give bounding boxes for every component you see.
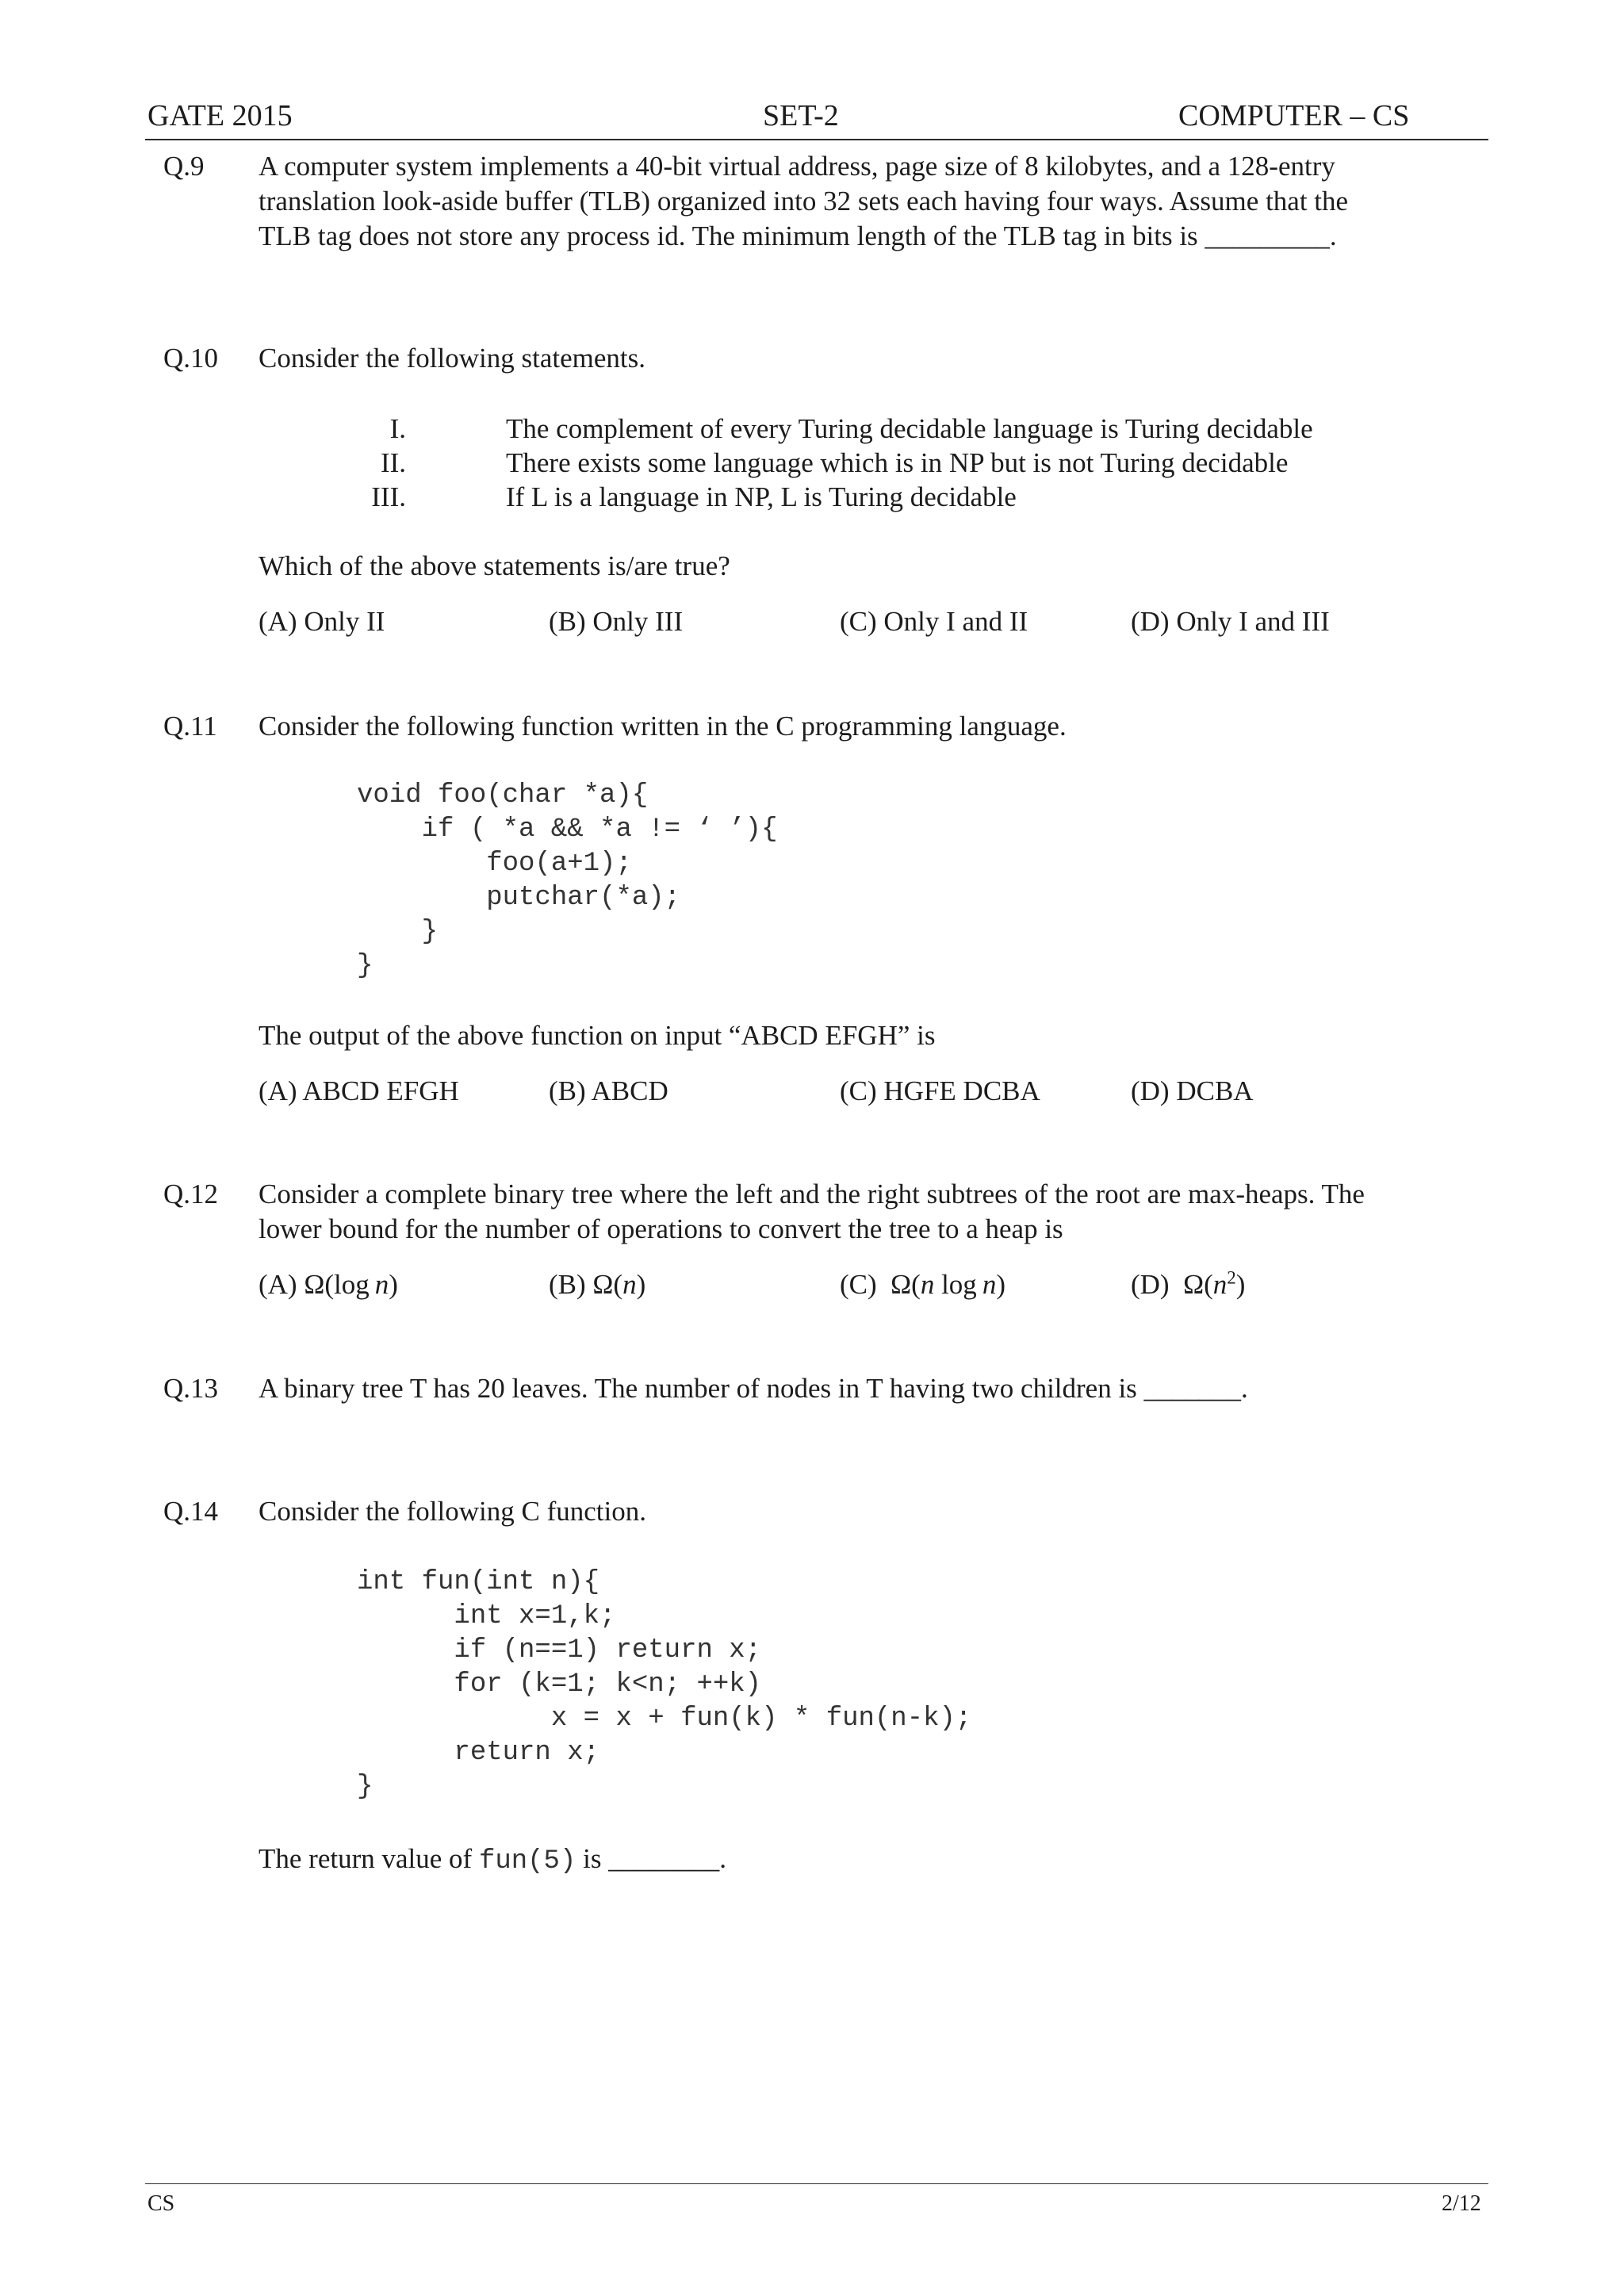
question-10-stem: Consider the following statements. (259, 343, 645, 374)
question-14-prompt-pre: The return value of (259, 1843, 479, 1874)
code-block-foo: void foo(char *a){ if ( *a && *a != ‘ ’){ foo(a+1); putchar(*a); } } (357, 780, 778, 981)
q12-option-c-label: (C) (840, 1269, 877, 1300)
question-14-prompt-post: is ________. (576, 1843, 726, 1874)
question-14-prompt-code: fun(5) (478, 1846, 576, 1876)
q12-option-b-post: ) (636, 1269, 646, 1300)
q10-option-c: (C) Only I and II (840, 606, 1028, 637)
question-13-text: A binary tree T has 20 leaves. The number of nodes in T having two children is _______. (259, 1373, 1248, 1404)
q12-option-c-mid: log (934, 1269, 982, 1300)
footer-left: CS (147, 2191, 175, 2216)
q12-option-c (840, 1267, 1005, 1302)
statement-numeral-3: III. (371, 481, 406, 512)
question-9-line-2: translation look-aside buffer (TLB) organized into 32 sets each having four ways. Assume that the (259, 186, 1349, 217)
q10-option-a: (A) Only II (259, 606, 385, 637)
q12-option-b-pre: Ω( (592, 1269, 623, 1300)
q10-option-d: (D) Only I and III (1131, 606, 1330, 637)
question-10-prompt: Which of the above statements is/are true? (259, 550, 730, 581)
question-12-line-1: Consider a complete binary tree where the left and the right subtrees of the root are max-heaps. The (259, 1179, 1365, 1209)
footer-page-number: 2/12 (1442, 2191, 1481, 2216)
statement-numeral-1: I. (389, 413, 406, 444)
q12-option-c-pre: Ω( (891, 1269, 921, 1300)
code-block-fun: int fun(int n){ int x=1,k; if (n==1) return x; for (k=1; k<n; ++k) x = x + fun(k) * fun(n-k); return x; } (357, 1567, 972, 1802)
q12-option-c-var2: n (982, 1269, 997, 1300)
q12-option-a (259, 1267, 398, 1302)
header-rule (145, 139, 1488, 140)
question-number-10: Q.10 (163, 343, 219, 374)
q12-option-a-pre: Ω(log (304, 1269, 375, 1300)
q12-option-b-label: (B) (549, 1269, 586, 1300)
question-11-prompt: The output of the above function on input “ABCD EFGH” is (259, 1020, 936, 1051)
question-number-9: Q.9 (163, 151, 205, 182)
header-right: COMPUTER – CS (1178, 99, 1410, 132)
q12-option-c-var1: n (920, 1269, 935, 1300)
q12-option-a-var: n (374, 1269, 389, 1300)
q12-option-a-post: ) (389, 1269, 398, 1300)
question-number-14: Q.14 (163, 1496, 219, 1527)
q11-option-c: (C) HGFE DCBA (840, 1075, 1040, 1106)
q10-option-b: (B) Only III (549, 606, 684, 637)
question-14-prompt (259, 1842, 726, 1879)
footer-rule (145, 2183, 1488, 2184)
q11-option-a: (A) ABCD EFGH (259, 1075, 459, 1106)
q12-option-d-post: ) (1235, 1269, 1246, 1300)
q12-option-c-post: ) (996, 1269, 1005, 1300)
q12-option-b (549, 1267, 645, 1302)
q12-option-d-label: (D) (1131, 1269, 1170, 1300)
q12-option-d-var: n (1212, 1269, 1228, 1300)
q12-option-a-label: (A) (259, 1269, 297, 1300)
statement-numeral-2: II. (380, 447, 406, 478)
q11-option-d: (D) DCBA (1131, 1075, 1254, 1106)
question-9-line-1: A computer system implements a 40-bit virtual address, page size of 8 kilobytes, and a 128-entry (259, 151, 1335, 182)
q12-option-b-var: n (622, 1269, 637, 1300)
question-number-13: Q.13 (163, 1373, 219, 1404)
statement-text-1: The complement of every Turing decidable language is Turing decidable (506, 413, 1313, 444)
question-9-line-3: TLB tag does not store any process id. The minimum length of the TLB tag in bits is _________. (259, 220, 1337, 251)
header-center: SET-2 (763, 99, 839, 132)
question-11-stem: Consider the following function written in the C programming language. (259, 711, 1067, 742)
q12-option-d-pre: Ω( (1183, 1269, 1213, 1300)
question-number-11: Q.11 (163, 711, 217, 742)
header-left: GATE 2015 (147, 99, 293, 132)
question-12-line-2: lower bound for the number of operations to convert the tree to a heap is (259, 1213, 1063, 1244)
q12-option-d-exponent: 2 (1227, 1267, 1236, 1288)
q12-option-d (1131, 1267, 1245, 1302)
question-14-stem: Consider the following C function. (259, 1496, 646, 1527)
statement-text-2: There exists some language which is in NP but is not Turing decidable (506, 447, 1289, 478)
question-number-12: Q.12 (163, 1179, 219, 1209)
q11-option-b: (B) ABCD (549, 1075, 668, 1106)
statement-text-3: If L is a language in NP, L is Turing decidable (506, 481, 1017, 512)
